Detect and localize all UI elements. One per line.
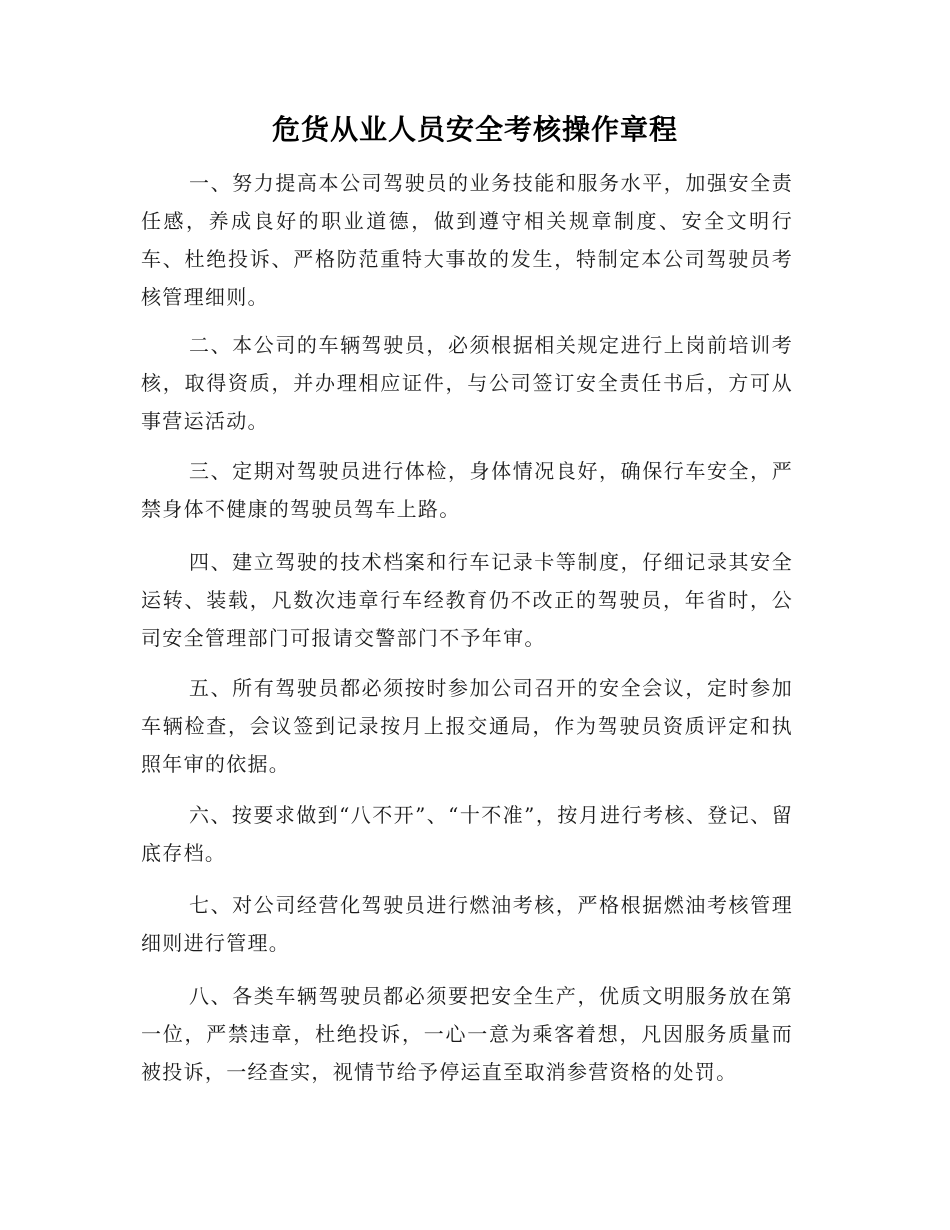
paragraph-3: 三、定期对驾驶员进行体检，身体情况良好，确保行车安全，严禁身体不健康的驾驶员驾车上路。 — [141, 459, 793, 521]
paragraph-1: 一、努力提高本公司驾驶员的业务技能和服务水平，加强安全责任感，养成良好的职业道德，做到遵守相关规章制度、安全文明行车、杜绝投诉、严格防范重特大事故的发生，特制定本公司驾驶员考核管理细则。 — [141, 171, 793, 309]
paragraph-2: 二、本公司的车辆驾驶员，必须根据相关规定进行上岗前培训考核，取得资质，并办理相应证件，与公司签订安全责任书后，方可从事营运活动。 — [141, 333, 793, 433]
paragraph-7: 七、对公司经营化驾驶员进行燃油考核，严格根据燃油考核管理细则进行管理。 — [141, 893, 793, 955]
paragraph-5: 五、所有驾驶员都必须按时参加公司召开的安全会议，定时参加车辆检查，会议签到记录按月上报交通局，作为驾驶员资质评定和执照年审的依据。 — [141, 676, 793, 776]
paragraph-4: 四、建立驾驶的技术档案和行车记录卡等制度，仔细记录其安全运转、装载，凡数次违章行车经教育仍不改正的驾驶员，年省时，公司安全管理部门可报请交警部门不予年审。 — [141, 550, 793, 650]
paragraph-8: 八、各类车辆驾驶员都必须要把安全生产，优质文明服务放在第一位，严禁违章，杜绝投诉，一心一意为乘客着想，凡因服务质量而被投诉，一经查实，视情节给予停运直至取消参营资格的处罚。 — [141, 984, 793, 1084]
document-title: 危货从业人员安全考核操作章程 — [271, 113, 678, 146]
paragraph-6: 六、按要求做到“八不开”、“十不准”，按月进行考核、登记、留底存档。 — [141, 803, 793, 865]
